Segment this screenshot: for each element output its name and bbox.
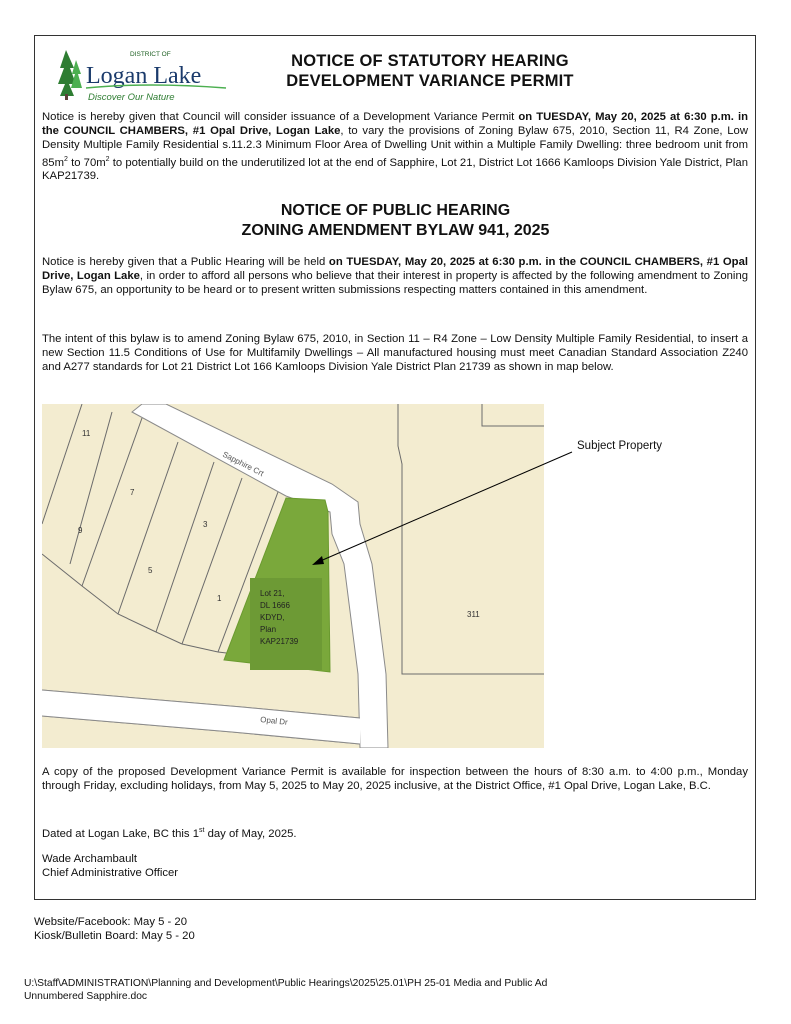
subject-line: Plan [260, 625, 277, 634]
logo-tagline: Discover Our Nature [88, 92, 175, 103]
file-path-line: U:\Staff\ADMINISTRATION\Planning and Development\Public Hearings\2025\25.01\PH 25-01 Media and Public Ad [24, 978, 548, 989]
file-path [24, 977, 547, 1003]
lot-number: 311 [467, 610, 480, 619]
dvp-text-bold: on TUESDAY, May 20, 2025 at 6:30 p.m. in the COUNCIL CHAMBERS, #1 Opal Drive, Logan Lake [42, 111, 749, 137]
lot-number: 9 [78, 526, 83, 535]
subject-line: Lot 21, [260, 589, 285, 598]
distribution-block [34, 915, 195, 943]
lot-number: 3 [203, 520, 208, 529]
ph-title-line-2: ZONING AMENDMENT BYLAW 941, 2025 [241, 221, 550, 239]
lot-number: 1 [217, 594, 222, 603]
public-hearing-title [200, 201, 591, 240]
signatory-block [42, 853, 748, 881]
lot-number: 7 [130, 488, 135, 497]
dvp-sup-1: 2 [63, 155, 68, 163]
ph-text-1: Notice is hereby given that a Public Hearing will be held [42, 256, 329, 268]
dated-text-1: Dated at Logan Lake, BC this 1 [42, 827, 200, 840]
dvp-text-1: Notice is hereby given that Council will consider issuance of a Development Variance Permit [42, 111, 519, 123]
subject-line: DL 1666 [260, 601, 290, 610]
title-line-1: NOTICE OF STATUTORY HEARING [291, 52, 569, 70]
file-path-line: Unnumbered Sapphire.doc [24, 991, 148, 1002]
logo-district-of: DISTRICT OF [130, 51, 171, 58]
logo-name: Logan Lake [86, 63, 202, 89]
inspection-paragraph: A copy of the proposed Development Variance Permit is available for inspection between the hours of 8:30 a.m. to 4:00 p.m., Monday through Friday, excluding holidays, from May 5, 2025 to May 20, 2025 inclusive, at the District Office, #1 Opal Drive, Logan Lake, B.C. [42, 766, 748, 792]
dvp-text-3: to 70m [67, 156, 106, 169]
street-label-sapphire: Sapphire Crt [221, 449, 266, 479]
subject-property-map [42, 404, 544, 748]
title-line-2: DEVELOPMENT VARIANCE PERMIT [286, 71, 574, 90]
signatory-name: Wade Archambault [42, 853, 138, 865]
ph-text-2: , in order to afford all persons who believe that their interest in property is affected by the following amendment to Zoning Bylaw 675, an opportunity to be heard or to present written submissions respecting matters contained in this amendment. [42, 269, 749, 296]
page-title [252, 52, 608, 91]
dvp-sup-2: 2 [105, 155, 110, 163]
distribution-line: Website/Facebook: May 5 - 20 [34, 916, 187, 928]
ph-title-line-1: NOTICE OF PUBLIC HEARING [280, 202, 511, 219]
dvp-text-2: , to vary the provisions of Zoning Bylaw 675, 2010, Section 11, R4 Zone, Low Density Multiple Family Residential s.11.2.3 Minimum Floor Area of Dwelling Unit within a Multiple Family Dwelling: three bedroom unit from 85m [42, 124, 748, 169]
distribution-line: Kiosk/Bulletin Board: May 5 - 20 [34, 930, 195, 942]
street-label-opal: Opal Dr [259, 715, 289, 727]
dvp-notice-paragraph [42, 111, 748, 184]
dated-text-2: day of May, 2025. [204, 827, 297, 840]
ph-text-bold: on TUESDAY, May 20, 2025 at 6:30 p.m. in the COUNCIL CHAMBERS, #1 Opal Drive, Logan Lake [42, 256, 748, 282]
tree-icon [58, 50, 82, 100]
lot-number: 11 [82, 429, 91, 438]
subject-line: KDYD, [260, 613, 285, 622]
dvp-text-4: to potentially build on the underutilized lot at the end of Sapphire, Lot 21, District Lot 1666 Kamloops Division Yale District, Plan KAP21739. [42, 156, 748, 183]
dated-sup: st [199, 827, 205, 834]
logan-lake-logo [58, 46, 230, 104]
public-hearing-paragraph [42, 256, 748, 298]
lot-number: 5 [148, 566, 153, 575]
intent-paragraph: The intent of this bylaw is to amend Zoning Bylaw 675, 2010, in Section 11 – R4 Zone – Low Density Multiple Family Residential, to insert a new Section 11.5 Conditions of Use for Multifamily Dwellings – All manufactured housing must meet Canadian Standard Association Z240 and A277 standards for Lot 21 District Lot 166 Kamloops Division Yale District Plan 21739 as shown in map below. [42, 333, 748, 373]
signatory-title: Chief Administrative Officer [42, 866, 179, 879]
subject-property-caption: Subject Property [577, 440, 663, 452]
dated-line [42, 824, 748, 842]
subject-line: KAP21739 [260, 637, 299, 646]
